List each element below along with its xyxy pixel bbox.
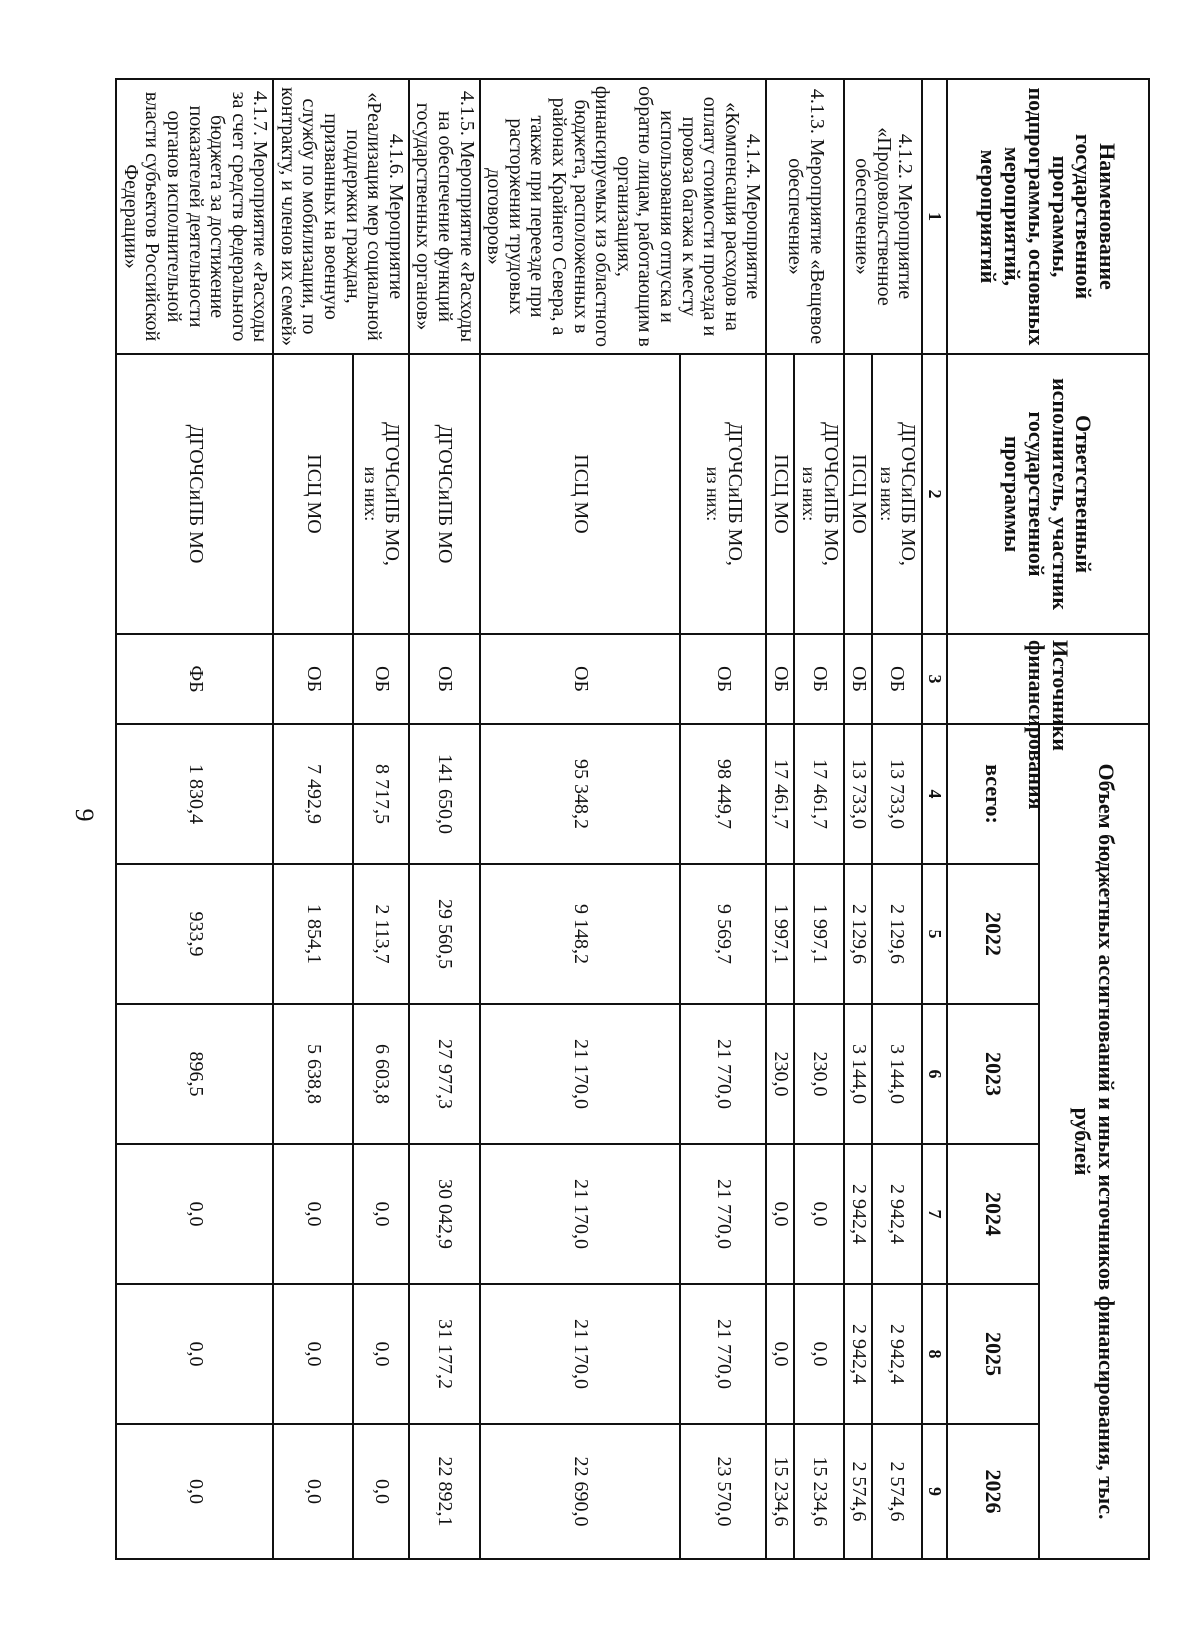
measure-name: 4.1.3. Мероприятие «Вещевое обеспечение» bbox=[766, 79, 844, 354]
value-2024: 0,0 bbox=[794, 1144, 844, 1284]
source: ОБ bbox=[409, 634, 480, 724]
executor: ДГОЧСиПБ МО, bbox=[723, 422, 746, 566]
executor: ДГОЧСиПБ МО, bbox=[381, 422, 404, 566]
executor-note: из них: bbox=[876, 466, 897, 522]
value-2024: 21 170,0 bbox=[480, 1144, 681, 1284]
source: ОБ bbox=[844, 634, 872, 724]
value-total: 1 830,4 bbox=[116, 724, 273, 864]
table-row bbox=[794, 79, 844, 1559]
value-2023: 230,0 bbox=[766, 1004, 794, 1144]
column-number: 6 bbox=[922, 1004, 947, 1144]
header-executor: Ответственный исполнитель, участник государственной программы bbox=[947, 354, 1149, 634]
executor: ДГОЧСиПБ МО, bbox=[897, 422, 920, 566]
value-2022: 2 113,7 bbox=[353, 864, 409, 1004]
value-2023: 5 638,8 bbox=[273, 1004, 353, 1144]
value-2025: 0,0 bbox=[273, 1284, 353, 1424]
measure-name: 4.1.5. Мероприятие «Расходы на обеспечение функций государственных органов» bbox=[409, 79, 480, 354]
value-total: 13 733,0 bbox=[844, 724, 872, 864]
value-2025: 0,0 bbox=[766, 1284, 794, 1424]
executor-cell bbox=[794, 354, 844, 634]
header-year: 2022 bbox=[947, 864, 1039, 1004]
executor-cell bbox=[872, 354, 922, 634]
value-2025: 31 177,2 bbox=[409, 1284, 480, 1424]
column-number: 5 bbox=[922, 864, 947, 1004]
value-2026: 15 234,6 bbox=[766, 1424, 794, 1559]
value-total: 141 650,0 bbox=[409, 724, 480, 864]
value-2026: 2 574,6 bbox=[844, 1424, 872, 1559]
source: ОБ bbox=[353, 634, 409, 724]
page-number: 9 bbox=[70, 808, 99, 822]
header-name: Наименование государственной программы, подпрограммы, основных мероприятий, мероприятий bbox=[947, 79, 1149, 354]
value-total: 98 449,7 bbox=[680, 724, 766, 864]
header-volume: Объем бюджетных ассигнований и иных источников финансирования, тыс. рублей bbox=[1039, 724, 1149, 1559]
value-2023: 27 977,3 bbox=[409, 1004, 480, 1144]
value-2024: 2 942,4 bbox=[872, 1144, 922, 1284]
header-year: 2024 bbox=[947, 1144, 1039, 1284]
value-2026: 23 570,0 bbox=[680, 1424, 766, 1559]
value-2025: 21 170,0 bbox=[480, 1284, 681, 1424]
header-row bbox=[1039, 79, 1149, 1559]
value-total: 7 492,9 bbox=[273, 724, 353, 864]
value-total: 8 717,5 bbox=[353, 724, 409, 864]
column-number: 4 bbox=[922, 724, 947, 864]
header-source: Источники финансирования bbox=[947, 634, 1149, 724]
value-2023: 3 144,0 bbox=[844, 1004, 872, 1144]
measure-name: 4.1.6. Мероприятие «Реализация мер социальной поддержки граждан, призванных на военную службу по мобилизации, по контракту, и членов их семей» bbox=[273, 79, 409, 354]
source: ОБ bbox=[480, 634, 681, 724]
source: ОБ bbox=[766, 634, 794, 724]
executor-cell bbox=[353, 354, 409, 634]
value-2022: 2 129,6 bbox=[844, 864, 872, 1004]
value-2022: 9 569,7 bbox=[680, 864, 766, 1004]
value-2026: 22 690,0 bbox=[480, 1424, 681, 1559]
value-2024: 0,0 bbox=[353, 1144, 409, 1284]
measure-name: 4.1.2. Мероприятие «Продовольственное обеспечение» bbox=[844, 79, 922, 354]
value-2024: 21 770,0 bbox=[680, 1144, 766, 1284]
executor: ДГОЧСиПБ МО, bbox=[819, 422, 842, 566]
executor: ДГОЧСиПБ МО bbox=[116, 354, 273, 634]
table-row bbox=[872, 79, 922, 1559]
value-2025: 21 770,0 bbox=[680, 1284, 766, 1424]
value-2023: 21 170,0 bbox=[480, 1004, 681, 1144]
column-number: 1 bbox=[922, 79, 947, 354]
executor: ПСЦ МО bbox=[480, 354, 681, 634]
header-year: 2025 bbox=[947, 1284, 1039, 1424]
executor-note: из них: bbox=[798, 466, 819, 522]
header-year: 2023 bbox=[947, 1004, 1039, 1144]
value-2022: 933,9 bbox=[116, 864, 273, 1004]
value-2024: 0,0 bbox=[273, 1144, 353, 1284]
rotated-page bbox=[119, 78, 1150, 1558]
value-2024: 0,0 bbox=[766, 1144, 794, 1284]
header-year: всего: bbox=[947, 724, 1039, 864]
value-2025: 2 942,4 bbox=[844, 1284, 872, 1424]
value-total: 95 348,2 bbox=[480, 724, 681, 864]
source: ОБ bbox=[794, 634, 844, 724]
table-row bbox=[116, 79, 273, 1559]
value-2025: 0,0 bbox=[353, 1284, 409, 1424]
value-2023: 896,5 bbox=[116, 1004, 273, 1144]
value-2025: 2 942,4 bbox=[872, 1284, 922, 1424]
table-row bbox=[680, 79, 766, 1559]
value-2026: 2 574,6 bbox=[872, 1424, 922, 1559]
value-2022: 1 854,1 bbox=[273, 864, 353, 1004]
value-2023: 6 603,8 bbox=[353, 1004, 409, 1144]
value-total: 17 461,7 bbox=[766, 724, 794, 864]
executor: ДГОЧСиПБ МО bbox=[409, 354, 480, 634]
column-number: 2 bbox=[922, 354, 947, 634]
source: ФБ bbox=[116, 634, 273, 724]
value-2023: 230,0 bbox=[794, 1004, 844, 1144]
value-total: 13 733,0 bbox=[872, 724, 922, 864]
value-2026: 0,0 bbox=[116, 1424, 273, 1559]
value-2026: 0,0 bbox=[273, 1424, 353, 1559]
value-2023: 3 144,0 bbox=[872, 1004, 922, 1144]
measure-name: 4.1.7. Мероприятие «Расходы за счет средств федерального бюджета за достижение показателей деятельности органов исполнительной власти субъектов Российской Федерации» bbox=[116, 79, 273, 354]
column-numbers-row bbox=[922, 79, 947, 1559]
value-2024: 2 942,4 bbox=[844, 1144, 872, 1284]
value-2026: 0,0 bbox=[353, 1424, 409, 1559]
column-number: 7 bbox=[922, 1144, 947, 1284]
value-2024: 0,0 bbox=[116, 1144, 273, 1284]
value-2023: 21 770,0 bbox=[680, 1004, 766, 1144]
value-2022: 1 997,1 bbox=[794, 864, 844, 1004]
executor: ПСЦ МО bbox=[273, 354, 353, 634]
column-number: 9 bbox=[922, 1424, 947, 1559]
executor: ПСЦ МО bbox=[766, 354, 794, 634]
value-total: 17 461,7 bbox=[794, 724, 844, 864]
value-2026: 22 892,1 bbox=[409, 1424, 480, 1559]
financing-table bbox=[115, 78, 1150, 1560]
value-2025: 0,0 bbox=[116, 1284, 273, 1424]
header-year: 2026 bbox=[947, 1424, 1039, 1559]
value-2022: 29 560,5 bbox=[409, 864, 480, 1004]
column-number: 3 bbox=[922, 634, 947, 724]
source: ОБ bbox=[273, 634, 353, 724]
value-2024: 30 042,9 bbox=[409, 1144, 480, 1284]
executor-note: из них: bbox=[703, 466, 724, 522]
value-2022: 2 129,6 bbox=[872, 864, 922, 1004]
value-2025: 0,0 bbox=[794, 1284, 844, 1424]
table-row bbox=[409, 79, 480, 1559]
value-2026: 15 234,6 bbox=[794, 1424, 844, 1559]
column-number: 8 bbox=[922, 1284, 947, 1424]
executor-note: из них: bbox=[360, 466, 381, 522]
measure-name: 4.1.4. Мероприятие «Компенсация расходов на оплату стоимости проезда и провоза багажа к месту использования отпуска и обратно лицам, работающим в организациях, финансируемых из областного бюджета, расположенных в районах Крайнего Севера, а также при переезде при расторжении трудовых договоров» bbox=[480, 79, 767, 354]
source: ОБ bbox=[872, 634, 922, 724]
executor-cell bbox=[680, 354, 766, 634]
executor: ПСЦ МО bbox=[844, 354, 872, 634]
source: ОБ bbox=[680, 634, 766, 724]
value-2022: 1 997,1 bbox=[766, 864, 794, 1004]
table-row bbox=[353, 79, 409, 1559]
value-2022: 9 148,2 bbox=[480, 864, 681, 1004]
